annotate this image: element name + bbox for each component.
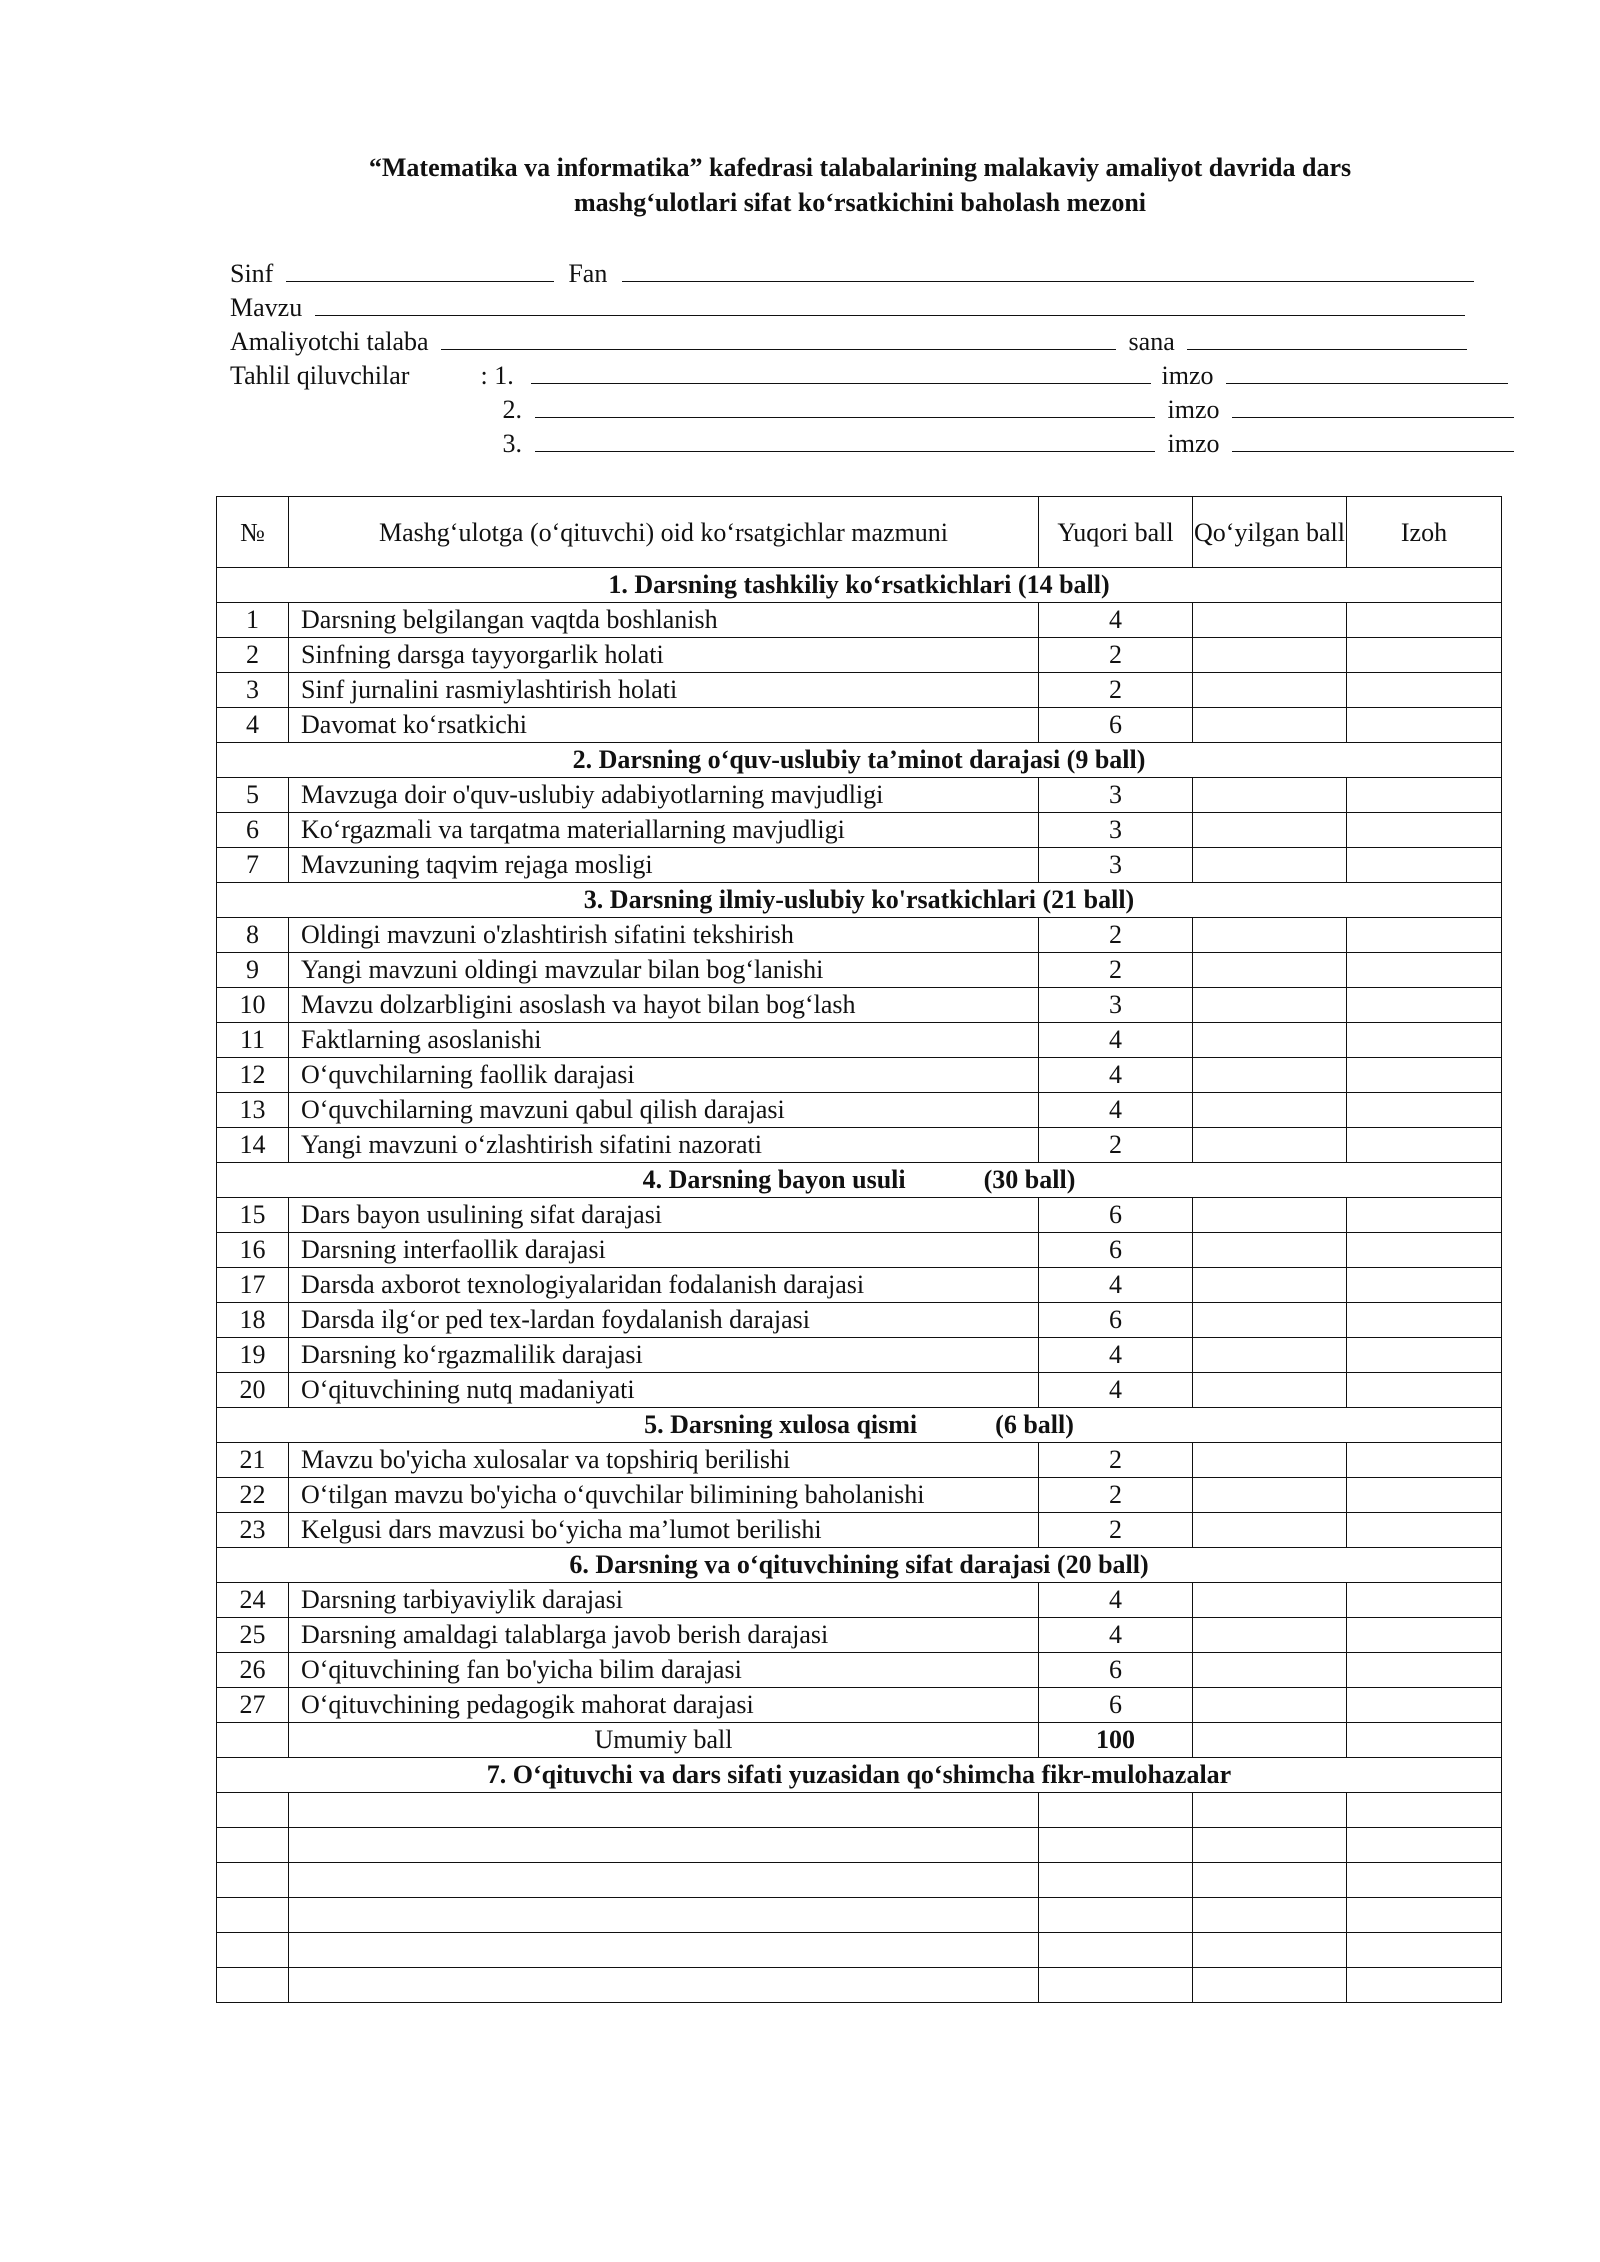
section-title: 5. Darsning xulosa qismi (6 ball) [217, 1408, 1502, 1443]
header-note: Izoh [1347, 497, 1502, 568]
row-max-score: 4 [1039, 1338, 1193, 1373]
sana-label: sana [1128, 327, 1175, 356]
table-row [217, 1653, 1502, 1688]
table-row [217, 1338, 1502, 1373]
section-row [217, 1163, 1502, 1198]
row-number: 24 [217, 1583, 289, 1618]
row-number: 13 [217, 1093, 289, 1128]
header-max-score: Yuqori ball [1039, 497, 1193, 568]
row-criterion: O‘quvchilarning faollik darajasi [289, 1058, 1039, 1093]
reviewer-1-number: : 1. [480, 361, 514, 390]
row-criterion: Oldingi mavzuni o'zlashtirish sifatini tekshirish [289, 918, 1039, 953]
section-title: 6. Darsning va o‘qituvchining sifat darajasi (20 ball) [217, 1548, 1502, 1583]
row-criterion: Darsning interfaollik darajasi [289, 1233, 1039, 1268]
row-max-score: 4 [1039, 1023, 1193, 1058]
table-row [217, 1128, 1502, 1163]
table-row [217, 1233, 1502, 1268]
section-row [217, 1548, 1502, 1583]
comment-cell[interactable] [289, 1863, 1039, 1898]
comment-row [217, 1863, 1502, 1898]
imzo-1-label: imzo [1161, 361, 1214, 390]
total-value: 100 [1039, 1723, 1193, 1758]
row-criterion: Mavzuning taqvim rejaga mosligi [289, 848, 1039, 883]
criteria-table [216, 496, 1502, 2003]
header-number: № [217, 497, 289, 568]
comment-cell[interactable] [289, 1828, 1039, 1863]
comment-row [217, 1793, 1502, 1828]
comment-row [217, 1828, 1502, 1863]
tahlil-line-2 [230, 391, 1514, 427]
row-given-score-cell[interactable] [1193, 1023, 1347, 1058]
title-line-2: mashg‘ulotlari sifat ko‘rsatkichini baholash mezoni [573, 188, 1147, 217]
table-row [217, 1583, 1502, 1618]
row-number: 5 [217, 778, 289, 813]
comment-cell[interactable] [217, 1898, 289, 1933]
row-criterion: Ko‘rgazmali va tarqatma materiallarning mavjudligi [289, 813, 1039, 848]
imzo-2-field[interactable] [1232, 391, 1514, 418]
comment-cell[interactable] [217, 1793, 289, 1828]
sana-field[interactable] [1187, 323, 1467, 350]
row-number: 3 [217, 673, 289, 708]
sinf-field[interactable] [286, 255, 554, 282]
row-criterion: Darsda ilg‘or ped tex-lardan foydalanish darajasi [289, 1303, 1039, 1338]
comment-cell[interactable] [217, 1968, 289, 2003]
comment-row [217, 1933, 1502, 1968]
row-given-score-cell[interactable] [1193, 1373, 1347, 1408]
comment-cell[interactable] [217, 1933, 289, 1968]
row-given-score-cell[interactable] [1193, 918, 1347, 953]
row-given-score-cell[interactable] [1193, 708, 1347, 743]
row-criterion: Mavzuga doir o'quv-uslubiy adabiyotlarning mavjudligi [289, 778, 1039, 813]
row-note-cell[interactable] [1347, 638, 1502, 673]
row-note-cell[interactable] [1347, 1093, 1502, 1128]
row-number: 16 [217, 1233, 289, 1268]
row-note-cell[interactable] [1347, 1303, 1502, 1338]
sinf-label: Sinf [230, 259, 274, 288]
row-note-cell[interactable] [1347, 848, 1502, 883]
reviewer-1-field[interactable] [531, 357, 1151, 384]
row-number: 27 [217, 1688, 289, 1723]
talaba-label: Amaliyotchi talaba [230, 327, 429, 356]
row-criterion: Dars bayon usulining sifat darajasi [289, 1198, 1039, 1233]
section-row [217, 883, 1502, 918]
table-row [217, 1268, 1502, 1303]
mavzu-line [230, 289, 1465, 325]
row-number: 19 [217, 1338, 289, 1373]
comment-cell[interactable] [289, 1933, 1039, 1968]
comment-cell[interactable] [1039, 1863, 1193, 1898]
row-number: 2 [217, 638, 289, 673]
row-given-score-cell[interactable] [1193, 813, 1347, 848]
row-note-cell[interactable] [1347, 1338, 1502, 1373]
row-max-score: 6 [1039, 1303, 1193, 1338]
tahlil-line-3 [230, 425, 1514, 461]
row-note-cell[interactable] [1347, 1653, 1502, 1688]
mavzu-field[interactable] [315, 289, 1465, 316]
row-number: 15 [217, 1198, 289, 1233]
comment-cell[interactable] [1193, 1968, 1347, 2003]
row-given-score-cell[interactable] [1193, 1338, 1347, 1373]
section-title: 3. Darsning ilmiy-uslubiy ko'rsatkichlari (21 ball) [217, 883, 1502, 918]
row-note-cell[interactable] [1347, 708, 1502, 743]
row-number: 12 [217, 1058, 289, 1093]
row-note-cell[interactable] [1347, 1198, 1502, 1233]
row-note-cell[interactable] [1347, 953, 1502, 988]
comment-cell[interactable] [1193, 1898, 1347, 1933]
row-max-score: 6 [1039, 708, 1193, 743]
row-max-score: 2 [1039, 638, 1193, 673]
row-number: 21 [217, 1443, 289, 1478]
row-given-score-cell[interactable] [1193, 1268, 1347, 1303]
row-criterion: Faktlarning asoslanishi [289, 1023, 1039, 1058]
section-title: 4. Darsning bayon usuli (30 ball) [217, 1163, 1502, 1198]
row-given-score-cell[interactable] [1193, 1583, 1347, 1618]
row-criterion: O‘qituvchining fan bo'yicha bilim darajasi [289, 1653, 1039, 1688]
tahlil-label: Tahlil qiluvchilar [230, 361, 410, 390]
mavzu-label: Mavzu [230, 293, 303, 322]
row-criterion: Mavzu bo'yicha xulosalar va topshiriq berilishi [289, 1443, 1039, 1478]
talaba-line [230, 323, 1467, 359]
comment-cell[interactable] [1039, 1933, 1193, 1968]
table-row [217, 778, 1502, 813]
table-row [217, 603, 1502, 638]
document-title [300, 150, 1420, 220]
comment-cell[interactable] [1193, 1863, 1347, 1898]
section-title: 2. Darsning o‘quv-uslubiy ta’minot darajasi (9 ball) [217, 743, 1502, 778]
row-note-cell[interactable] [1347, 1478, 1502, 1513]
comment-cell[interactable] [1347, 1863, 1502, 1898]
reviewer-3-field[interactable] [535, 425, 1155, 452]
comment-cell[interactable] [217, 1863, 289, 1898]
comment-cell[interactable] [1347, 1828, 1502, 1863]
table-row [217, 638, 1502, 673]
section-row [217, 568, 1502, 603]
row-criterion: Sinf jurnalini rasmiylashtirish holati [289, 673, 1039, 708]
imzo-3-label: imzo [1167, 429, 1220, 458]
reviewer-2-number: 2. [502, 395, 522, 424]
row-criterion: O‘qituvchining pedagogik mahorat darajasi [289, 1688, 1039, 1723]
row-note-cell[interactable] [1347, 1513, 1502, 1548]
row-given-score-cell[interactable] [1193, 1128, 1347, 1163]
row-given-score-cell[interactable] [1193, 1233, 1347, 1268]
row-max-score: 2 [1039, 1443, 1193, 1478]
section-row [217, 1758, 1502, 1793]
table-row [217, 1198, 1502, 1233]
imzo-2-label: imzo [1167, 395, 1220, 424]
row-max-score: 6 [1039, 1653, 1193, 1688]
row-criterion: Darsning amaldagi talablarga javob berish darajasi [289, 1618, 1039, 1653]
row-max-score: 6 [1039, 1688, 1193, 1723]
row-number: 23 [217, 1513, 289, 1548]
table-row [217, 1303, 1502, 1338]
row-note-cell[interactable] [1347, 1128, 1502, 1163]
row-max-score: 4 [1039, 1093, 1193, 1128]
row-max-score: 4 [1039, 1268, 1193, 1303]
comment-cell[interactable] [1193, 1828, 1347, 1863]
total-note-cell[interactable] [1347, 1723, 1502, 1758]
row-note-cell[interactable] [1347, 603, 1502, 638]
row-criterion: Darsda axborot texnologiyalaridan fodalanish darajasi [289, 1268, 1039, 1303]
row-given-score-cell[interactable] [1193, 1303, 1347, 1338]
total-row [217, 1723, 1502, 1758]
comment-cell[interactable] [289, 1793, 1039, 1828]
row-max-score: 2 [1039, 1478, 1193, 1513]
row-criterion: Sinfning darsga tayyorgarlik holati [289, 638, 1039, 673]
row-given-score-cell[interactable] [1193, 778, 1347, 813]
row-given-score-cell[interactable] [1193, 1618, 1347, 1653]
row-max-score: 2 [1039, 673, 1193, 708]
row-number: 18 [217, 1303, 289, 1338]
fan-label: Fan [568, 259, 608, 288]
sinf-fan-line [230, 255, 1474, 291]
row-note-cell[interactable] [1347, 1058, 1502, 1093]
comment-cell[interactable] [217, 1828, 289, 1863]
row-given-score-cell[interactable] [1193, 603, 1347, 638]
row-note-cell[interactable] [1347, 1023, 1502, 1058]
comment-row [217, 1968, 1502, 2003]
table-row [217, 953, 1502, 988]
row-max-score: 4 [1039, 1583, 1193, 1618]
row-number: 10 [217, 988, 289, 1023]
table-row [217, 673, 1502, 708]
comment-cell[interactable] [1039, 1793, 1193, 1828]
row-criterion: O‘quvchilarning mavzuni qabul qilish darajasi [289, 1093, 1039, 1128]
row-number: 8 [217, 918, 289, 953]
row-given-score-cell[interactable] [1193, 848, 1347, 883]
table-row [217, 708, 1502, 743]
comment-cell[interactable] [1347, 1793, 1502, 1828]
row-number: 17 [217, 1268, 289, 1303]
row-number: 9 [217, 953, 289, 988]
row-given-score-cell[interactable] [1193, 1688, 1347, 1723]
row-max-score: 3 [1039, 988, 1193, 1023]
row-number: 14 [217, 1128, 289, 1163]
comment-cell[interactable] [1347, 1898, 1502, 1933]
comment-cell[interactable] [1347, 1968, 1502, 2003]
row-criterion: Kelgusi dars mavzusi bo‘yicha ma’lumot berilishi [289, 1513, 1039, 1548]
total-label: Umumiy ball [289, 1723, 1039, 1758]
section-row [217, 1408, 1502, 1443]
table-row [217, 1373, 1502, 1408]
row-number: 11 [217, 1023, 289, 1058]
talaba-field[interactable] [441, 323, 1116, 350]
row-note-cell[interactable] [1347, 1233, 1502, 1268]
table-row [217, 1618, 1502, 1653]
tahlil-line-1 [230, 357, 1508, 393]
total-empty-cell [217, 1723, 289, 1758]
table-row [217, 1443, 1502, 1478]
reviewer-3-number: 3. [502, 429, 522, 458]
row-criterion: Darsning belgilangan vaqtda boshlanish [289, 603, 1039, 638]
row-max-score: 4 [1039, 1373, 1193, 1408]
comment-cell[interactable] [1039, 1898, 1193, 1933]
row-note-cell[interactable] [1347, 673, 1502, 708]
row-max-score: 2 [1039, 1128, 1193, 1163]
table-row [217, 1513, 1502, 1548]
imzo-1-field[interactable] [1226, 357, 1508, 384]
comment-cell[interactable] [289, 1968, 1039, 2003]
table-row [217, 813, 1502, 848]
row-max-score: 3 [1039, 848, 1193, 883]
table-row [217, 1023, 1502, 1058]
row-max-score: 2 [1039, 918, 1193, 953]
row-max-score: 2 [1039, 953, 1193, 988]
row-criterion: Yangi mavzuni oldingi mavzular bilan bog‘lanishi [289, 953, 1039, 988]
table-row [217, 848, 1502, 883]
table-row [217, 1058, 1502, 1093]
table-row [217, 1478, 1502, 1513]
row-note-cell[interactable] [1347, 1373, 1502, 1408]
comment-cell[interactable] [289, 1898, 1039, 1933]
reviewer-2-field[interactable] [535, 391, 1155, 418]
total-given-cell[interactable] [1193, 1723, 1347, 1758]
row-max-score: 3 [1039, 813, 1193, 848]
row-given-score-cell[interactable] [1193, 1443, 1347, 1478]
row-criterion: O‘qituvchining nutq madaniyati [289, 1373, 1039, 1408]
row-given-score-cell[interactable] [1193, 1513, 1347, 1548]
row-criterion: O‘tilgan mavzu bo'yicha o‘quvchilar bilimining baholanishi [289, 1478, 1039, 1513]
table-row [217, 918, 1502, 953]
row-number: 25 [217, 1618, 289, 1653]
row-number: 26 [217, 1653, 289, 1688]
row-given-score-cell[interactable] [1193, 1093, 1347, 1128]
row-given-score-cell[interactable] [1193, 988, 1347, 1023]
row-max-score: 6 [1039, 1233, 1193, 1268]
row-given-score-cell[interactable] [1193, 1478, 1347, 1513]
table-row [217, 1093, 1502, 1128]
imzo-3-field[interactable] [1232, 425, 1514, 452]
comment-cell[interactable] [1193, 1933, 1347, 1968]
header-content: Mashg‘ulotga (o‘qituvchi) oid ko‘rsatgichlar mazmuni [289, 497, 1039, 568]
row-number: 7 [217, 848, 289, 883]
row-number: 22 [217, 1478, 289, 1513]
row-max-score: 6 [1039, 1198, 1193, 1233]
row-note-cell[interactable] [1347, 1583, 1502, 1618]
section-title: 1. Darsning tashkiliy ko‘rsatkichlari (14 ball) [217, 568, 1502, 603]
row-note-cell[interactable] [1347, 1443, 1502, 1478]
section-7-title: 7. O‘qituvchi va dars sifati yuzasidan qo‘shimcha fikr-mulohazalar [217, 1758, 1502, 1793]
row-max-score: 3 [1039, 778, 1193, 813]
row-given-score-cell[interactable] [1193, 1058, 1347, 1093]
comment-row [217, 1898, 1502, 1933]
row-note-cell[interactable] [1347, 918, 1502, 953]
table-row [217, 1688, 1502, 1723]
header-given-score: Qo‘yilgan ball [1193, 497, 1347, 568]
row-note-cell[interactable] [1347, 778, 1502, 813]
row-note-cell[interactable] [1347, 1268, 1502, 1303]
section-row [217, 743, 1502, 778]
fan-field[interactable] [622, 255, 1474, 282]
row-given-score-cell[interactable] [1193, 673, 1347, 708]
comment-cell[interactable] [1039, 1968, 1193, 2003]
row-number: 4 [217, 708, 289, 743]
row-given-score-cell[interactable] [1193, 638, 1347, 673]
row-note-cell[interactable] [1347, 988, 1502, 1023]
row-number: 6 [217, 813, 289, 848]
row-criterion: Mavzu dolzarbligini asoslash va hayot bilan bog‘lash [289, 988, 1039, 1023]
table-row [217, 988, 1502, 1023]
title-line-1: “Matematika va informatika” kafedrasi talabalarining malakaviy amaliyot davrida dars [368, 153, 1352, 182]
row-number: 1 [217, 603, 289, 638]
row-max-score: 2 [1039, 1513, 1193, 1548]
row-criterion: Darsning tarbiyaviylik darajasi [289, 1583, 1039, 1618]
row-criterion: Davomat ko‘rsatkichi [289, 708, 1039, 743]
row-criterion: Yangi mavzuni o‘zlashtirish sifatini nazorati [289, 1128, 1039, 1163]
table-header-row [217, 497, 1502, 568]
comment-cell[interactable] [1039, 1828, 1193, 1863]
row-criterion: Darsning ko‘rgazmalilik darajasi [289, 1338, 1039, 1373]
row-max-score: 4 [1039, 1058, 1193, 1093]
row-given-score-cell[interactable] [1193, 953, 1347, 988]
row-note-cell[interactable] [1347, 1618, 1502, 1653]
row-note-cell[interactable] [1347, 813, 1502, 848]
row-given-score-cell[interactable] [1193, 1198, 1347, 1233]
row-max-score: 4 [1039, 603, 1193, 638]
comment-cell[interactable] [1347, 1933, 1502, 1968]
row-given-score-cell[interactable] [1193, 1653, 1347, 1688]
comment-cell[interactable] [1193, 1793, 1347, 1828]
row-note-cell[interactable] [1347, 1688, 1502, 1723]
row-number: 20 [217, 1373, 289, 1408]
row-max-score: 4 [1039, 1618, 1193, 1653]
